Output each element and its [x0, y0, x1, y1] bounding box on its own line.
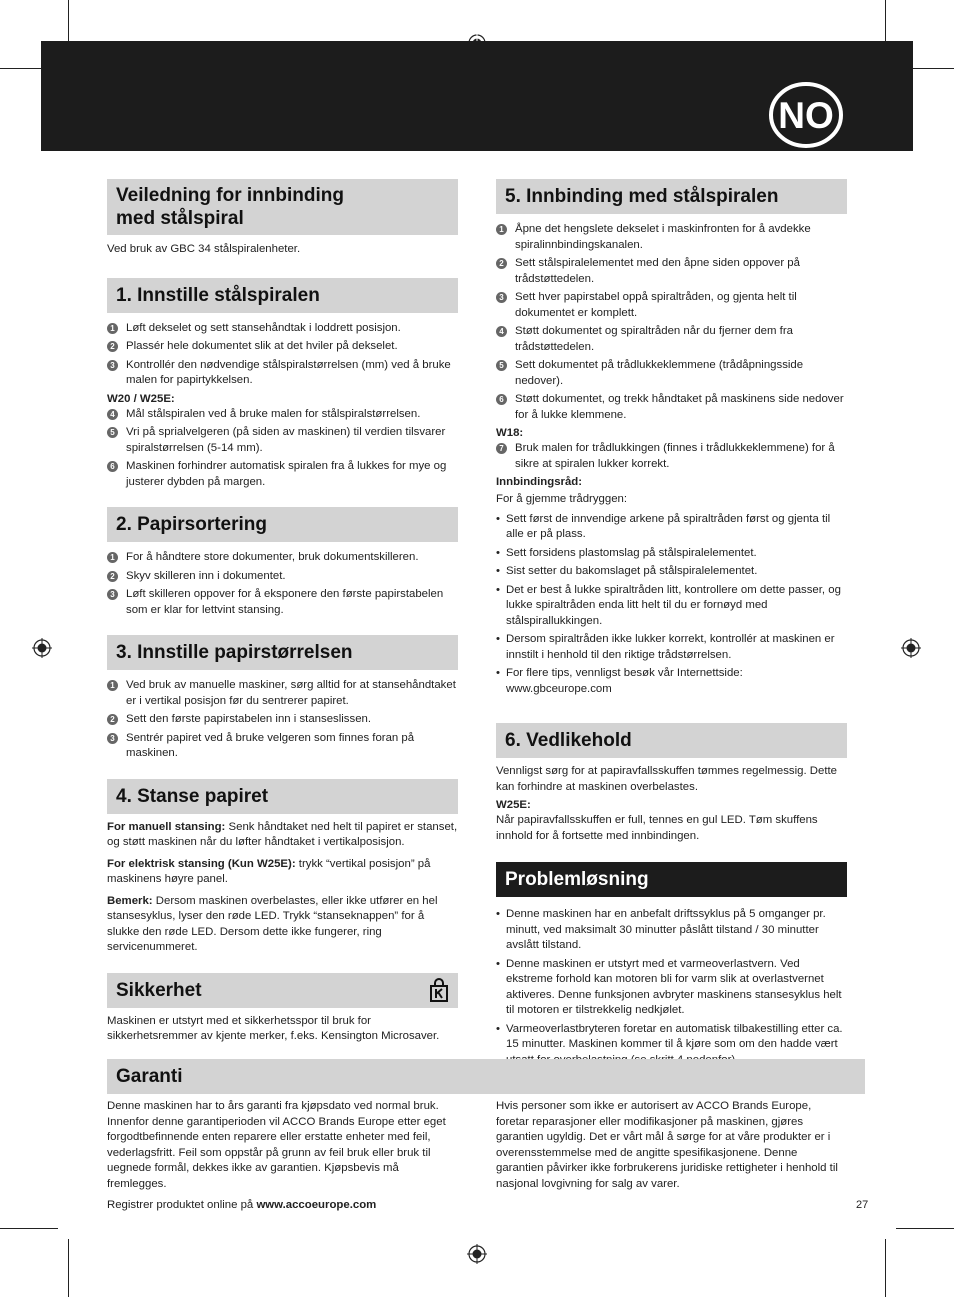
step-text: Ved bruk av manuelle maskiner, sørg alltid for at stansehåndtaket er i vertikal posisjon før du sentrerer papiret.: [126, 679, 456, 707]
note-text: [107, 894, 458, 956]
troubleshooting-section: [496, 862, 847, 1068]
warranty-right-column: [496, 1099, 847, 1192]
step-number-icon: 6: [107, 461, 118, 472]
step-text: Maskinen forhindrer automatisk spiralen fra å lukkes for mye og justerer dybden på margen.: [126, 460, 447, 488]
tips-intro: For å gjemme trådryggen:: [496, 493, 628, 505]
section-2-heading: 2. Papirsortering: [107, 507, 458, 542]
step-number-icon: 3: [107, 589, 118, 600]
list-item: • For flere tips, vennligst besøk vår Internettside: www.gbceurope.com: [496, 666, 847, 697]
step-number-icon: 1: [496, 224, 507, 235]
list-item: [107, 587, 458, 618]
model-subheading: W18:: [496, 427, 524, 439]
left-column: [107, 179, 458, 1062]
step-text: Bruk malen for trådlukkingen (finnes i trådlukkeklemmene) for å sikre at spiralen lukker korrekt.: [515, 442, 835, 470]
step-text: Støtt dokumentet og spiraltråden når du fjerner dem fra trådstøttedelen.: [515, 325, 793, 353]
right-column: [496, 179, 847, 1085]
step-number-icon: 7: [496, 443, 507, 454]
list-item: [107, 712, 458, 728]
security-text: Maskinen er utstyrt med et sikkerhetsspor til bruk for sikkerhetsremmer av kjente merker, f.eks. Kensington Microsaver.: [107, 1014, 440, 1042]
step-text: Mål stålspiralen ved å bruke malen for stålspiralstørrelsen.: [126, 407, 421, 420]
manual-punching-text: [107, 820, 458, 851]
step-number-icon: 3: [107, 733, 118, 744]
list-item: [496, 290, 847, 321]
crop-mark: [0, 1228, 58, 1229]
step-number-icon: 4: [107, 409, 118, 420]
list-item: [107, 569, 458, 585]
registration-mark-icon: [467, 1244, 487, 1264]
section-1-heading: 1. Innstille stålspiralen: [107, 278, 458, 313]
step-number-icon: 3: [107, 360, 118, 371]
section-6-heading: 6. Vedlikehold: [496, 723, 847, 758]
intro-text: Ved bruk av GBC 34 stålspiralenheter.: [107, 243, 301, 255]
section-5-heading: 5. Innbinding med stålspiralen: [496, 179, 847, 214]
step-number-icon: 1: [107, 680, 118, 691]
step-number-icon: 1: [107, 552, 118, 563]
intro-heading: [107, 179, 458, 235]
step-number-icon: 2: [107, 341, 118, 352]
section-1: [107, 278, 458, 491]
step-text: Kontrollér den nødvendige stålspiralstørrelsen (mm) ved å bruke malen for papirtykkelsen.: [126, 358, 451, 386]
list-item: • Sett forsidens plastomslag på stålspiralelementet.: [496, 546, 847, 562]
step-text: Sett stålspiralelementet med den åpne siden oppover på trådstøttedelen.: [515, 257, 800, 285]
step-text: Skyv skilleren inn i dokumentet.: [126, 569, 286, 582]
list-item: • Sett først de innvendige arkene på spiraltråden først og gjenta til alle er på plass.: [496, 512, 847, 543]
intro-title-line2: med stålspiral: [116, 208, 244, 229]
step-text: Vri på sprialvelgeren (på siden av maskinen) til verdien tilsvarer spiralstørrelsen (5-14 mm).: [126, 426, 446, 454]
language-badge-oval-icon: [768, 80, 844, 150]
warranty-register: [107, 1198, 458, 1214]
list-item: • Denne maskinen har en anbefalt driftssyklus på 5 omganger pr. minutt, ved maksimalt 30 minutter påslått tilstand / 30 minutter avslått tilstand.: [496, 907, 847, 954]
electric-punching-label: For elektrisk stansing (Kun W25E):: [107, 857, 296, 870]
list-item: • Varmeoverlastbryteren foretar en automatisk tilbakestilling etter ca. 15 minutter. Maskinen kommer til å kjøre som om den hadde vært: [496, 1022, 847, 1069]
kensington-lock-icon: [430, 978, 448, 1002]
step-text: Løft dekselet og sett stansehåndtak i loddrett posisjon.: [126, 321, 401, 334]
step-text: Sett dokumentet på trådlukkeklemmene (trådåpningsside nedover).: [515, 359, 804, 387]
list-item: [107, 321, 458, 337]
register-link[interactable]: www.accoeurope.com: [256, 1199, 377, 1211]
manual-punching-label: For manuell stansing:: [107, 820, 226, 833]
warranty-heading: Garanti: [107, 1059, 865, 1094]
step-text: Plassér hele dokumentet slik at det hviler på dekselet.: [126, 340, 398, 352]
list-item: [107, 407, 458, 423]
electric-punching-body: trykk “vertikal posisjon” på maskinens høyre panel.: [107, 857, 431, 885]
security-heading: [107, 973, 458, 1008]
security-section: [107, 973, 458, 1045]
language-badge: [768, 80, 844, 150]
step-text: Åpne det hengslete dekselet i maskinfronten for å avdekke spiralinnbindingskanalen.: [515, 223, 811, 251]
electric-punching-text: [107, 857, 458, 888]
list-item: [107, 550, 458, 566]
section-4-heading: 4. Stanse papiret: [107, 779, 458, 814]
maintenance-text: Vennligst sørg for at papiravfallsskuffen tømmes regelmessig. Dette kan forhindre at maskinen overbelastes.: [496, 765, 838, 793]
warranty-text: Denne maskinen har to års garanti fra kjøpsdato ved normal bruk. Innenfor denne garantiperioden vil ACCO Brands Europe etter eget forgodtbefinnende enten reparere eller erstatte enheter med feil, vederlagsfritt. Feil som oppstår på grunn av feil bruk eller bruk til uegnede formål, dekkes ikke av garantien. Kjøpsbevis må fremlegges.: [107, 1100, 446, 1190]
step-number-icon: 5: [496, 360, 507, 371]
warranty-left-column: [107, 1099, 458, 1214]
manual-punching-body: Senk håndtaket ned helt til papiret er stanset, og støtt maskinen når du løfter håndtaket i vertikalposisjon.: [107, 820, 458, 848]
list-item: • Sist setter du bakomslaget på stålspiralelementet.: [496, 564, 847, 580]
list-item: [107, 678, 458, 709]
list-item: [107, 731, 458, 762]
list-item: [496, 256, 847, 287]
crop-mark: [896, 1228, 954, 1229]
step-text: Støtt dokumentet, og trekk håndtaket på maskinens side nedover for å lukke klemmene.: [515, 393, 844, 421]
list-item: [107, 358, 458, 389]
intro-section: [107, 179, 458, 258]
section-6: [496, 723, 847, 844]
list-item: • Denne maskinen er utstyrt med et varmeoverlastvern. Ved ekstreme forhold kan motoren bli for varm slik at overlastvernet aktiveres. Denne funksjonen avbryter maskinens stansesyklus helt til motoren er tilstrekkelig nedkjølet.: [496, 957, 847, 1019]
step-text: Løft skilleren oppover for å eksponere den første papirstabelen som er klar for lettvint stansing.: [126, 588, 444, 616]
model-subheading: W25E:: [496, 799, 531, 811]
list-item: [107, 339, 458, 355]
language-code: NO: [778, 95, 834, 136]
section-2: [107, 507, 458, 618]
step-text: Sett hver papirstabel oppå spiraltråden, og gjenta helt til dokumentet er komplett.: [515, 291, 797, 319]
note-label: Bemerk:: [107, 894, 153, 907]
list-item: [496, 358, 847, 389]
model-subheading: W20 / W25E:: [107, 392, 175, 405]
list-item: [496, 222, 847, 253]
section-3-heading: 3. Innstille papirstørrelsen: [107, 635, 458, 670]
step-number-icon: 5: [107, 427, 118, 438]
step-text: Sett den første papirstabelen inn i stanseslissen.: [126, 713, 372, 725]
section-5: [496, 179, 847, 697]
step-number-icon: 2: [496, 258, 507, 269]
step-number-icon: 2: [107, 714, 118, 725]
troubleshooting-heading: Problemløsning: [496, 862, 847, 897]
list-item: [496, 441, 847, 472]
step-number-icon: 6: [496, 394, 507, 405]
registration-mark-icon: [32, 638, 52, 658]
step-text: Sentrér papiret ved å bruke velgeren som finnes foran på maskinen.: [126, 731, 415, 759]
security-title: Sikkerhet: [116, 979, 202, 1001]
crop-mark: [885, 1239, 886, 1297]
register-text: Registrer produktet online på: [107, 1199, 257, 1211]
list-item: [496, 392, 847, 423]
section-4: [107, 779, 458, 956]
section-3: [107, 635, 458, 762]
step-number-icon: 3: [496, 292, 507, 303]
warranty-text-right: Hvis personer som ikke er autorisert av ACCO Brands Europe, foretar reparasjoner eller modifikasjoner på maskinen, gjøres garantien ugyldig. Det er vårt mål å sørge for at våre produkter er i overensstemmelse med de angitte spesifikasjonene. Denne garantien påvirker ikke forbrukerens juridiske rettigheter i henhold til nasjonal lovgivning for salg av varer.: [496, 1100, 838, 1190]
list-item: [496, 324, 847, 355]
intro-title-line1: Veiledning for innbinding: [116, 185, 344, 206]
step-number-icon: 2: [107, 571, 118, 582]
tips-heading: Innbindingsråd:: [496, 476, 583, 488]
note-body: Dersom maskinen overbelastes, eller ikke utfører en hel stansesyklus, lyser den røde LED. Trykk “stanseknappen” for å slukke den røde LED. Dersom dette ikke fungerer, ring servicenummeret.: [107, 894, 438, 953]
step-text: For å håndtere store dokumenter, bruk dokumentskilleren.: [126, 551, 419, 563]
list-item: • Dersom spiraltråden ikke lukker korrekt, kontrollér at maskinen er innstilt i henhold til den riktige trådstørrelsen.: [496, 632, 847, 663]
list-item: • Det er best å lukke spiraltråden litt, kontrollere om dette passer, og lukke spiraltråden enda litt helt til du er fornøyd med stålspirallukkingen.: [496, 583, 847, 630]
step-number-icon: 1: [107, 323, 118, 334]
maintenance-led-text: Når papiravfallsskuffen er full, tennes en gul LED. Tøm skuffens innhold for å fortsette med innbindingen.: [496, 814, 818, 842]
step-number-icon: 4: [496, 326, 507, 337]
list-item: [107, 425, 458, 456]
page-number: 27: [856, 1199, 869, 1211]
registration-mark-icon: [901, 638, 921, 658]
list-item: [107, 459, 458, 490]
crop-mark: [68, 1239, 69, 1297]
